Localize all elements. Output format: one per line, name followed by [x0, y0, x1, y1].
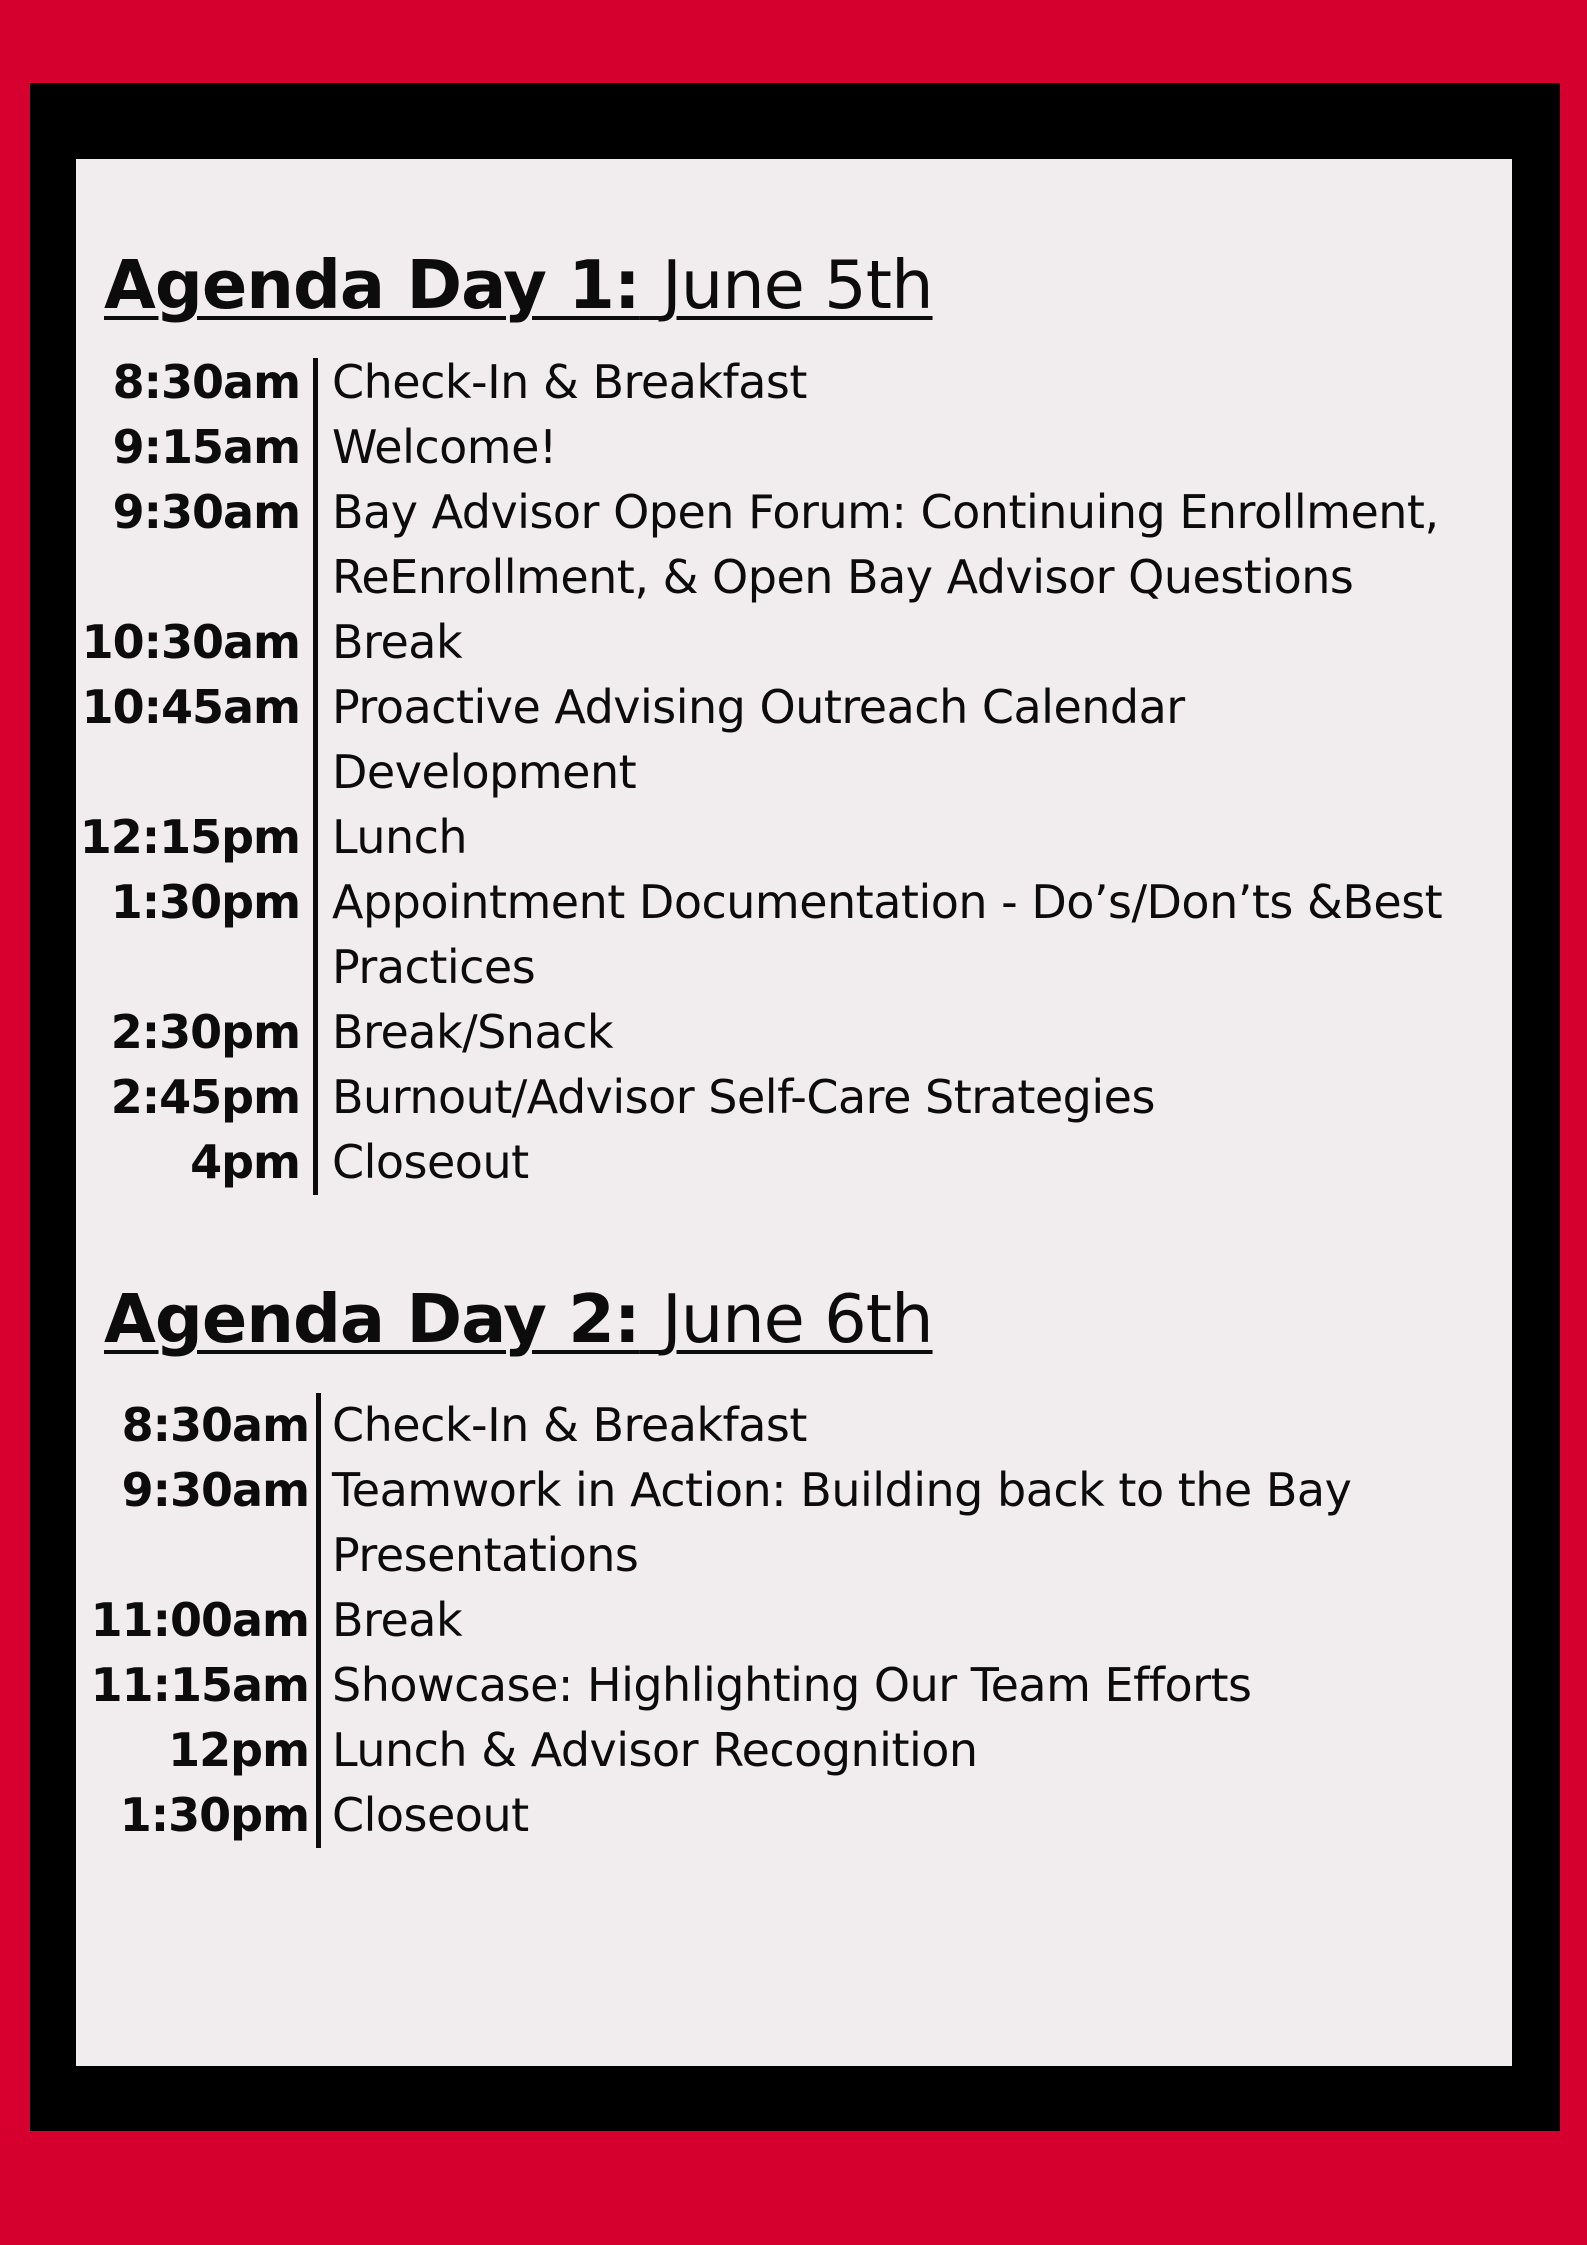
day1-heading-date: June 5th	[661, 246, 933, 324]
agenda-description-line: Break	[332, 615, 463, 669]
agenda-time: 9:30am	[112, 485, 300, 539]
agenda-description-line: ReEnrollment, & Open Bay Advisor Questions	[332, 550, 1354, 604]
agenda-description	[332, 1653, 1522, 1718]
agenda-row	[0, 1458, 1587, 1588]
timeline-divider	[313, 610, 318, 675]
agenda-row	[0, 1588, 1587, 1653]
agenda-description	[332, 1393, 1522, 1458]
agenda-time: 4pm	[190, 1135, 300, 1189]
timeline-divider	[313, 1065, 318, 1130]
timeline-divider	[313, 1000, 318, 1065]
agenda-description	[332, 415, 1522, 480]
agenda-row	[0, 1065, 1587, 1130]
agenda-row	[0, 1718, 1587, 1783]
agenda-time: 12pm	[168, 1723, 309, 1777]
agenda-time: 2:30pm	[110, 1005, 300, 1059]
agenda-description	[332, 1130, 1522, 1195]
timeline-divider	[316, 1588, 321, 1653]
timeline-divider	[313, 1130, 318, 1195]
agenda-row	[0, 415, 1587, 480]
timeline-divider	[313, 675, 318, 805]
agenda-time: 1:30pm	[119, 1788, 309, 1842]
timeline-divider	[316, 1458, 321, 1588]
timeline-divider	[313, 480, 318, 610]
agenda-description	[332, 1065, 1522, 1130]
agenda-time: 11:15am	[90, 1658, 309, 1712]
day1-schedule	[0, 350, 1587, 1195]
agenda-row	[0, 805, 1587, 870]
timeline-divider	[316, 1718, 321, 1783]
agenda-description	[332, 870, 1522, 1000]
agenda-row	[0, 1393, 1587, 1458]
agenda-description-line: Check-In & Breakfast	[332, 355, 807, 409]
agenda-description	[332, 675, 1522, 805]
agenda-time: 2:45pm	[110, 1070, 300, 1124]
agenda-time: 8:30am	[121, 1398, 309, 1452]
agenda-row	[0, 1783, 1587, 1848]
day2-schedule	[0, 1393, 1587, 1848]
agenda-row	[0, 350, 1587, 415]
timeline-divider	[313, 870, 318, 1000]
timeline-divider	[313, 805, 318, 870]
agenda-time: 10:30am	[81, 615, 300, 669]
agenda-row	[0, 610, 1587, 675]
agenda-description	[332, 480, 1522, 610]
agenda-description-line: Development	[332, 745, 637, 799]
agenda-time: 1:30pm	[110, 875, 300, 929]
timeline-divider	[313, 415, 318, 480]
agenda-description	[332, 1718, 1522, 1783]
agenda-row	[0, 1653, 1587, 1718]
timeline-divider	[316, 1783, 321, 1848]
agenda-row	[0, 870, 1587, 1000]
agenda-description-line: Break	[332, 1593, 463, 1647]
agenda-description-line: Lunch	[332, 810, 468, 864]
agenda-description-line: Lunch & Advisor Recognition	[332, 1723, 978, 1777]
agenda-description-line: Presentations	[332, 1528, 639, 1582]
agenda-time: 12:15pm	[79, 810, 300, 864]
agenda-description	[332, 1000, 1522, 1065]
agenda-description	[332, 610, 1522, 675]
agenda-row	[0, 1000, 1587, 1065]
agenda-description-line: Welcome!	[332, 420, 557, 474]
agenda-description-line: Closeout	[332, 1788, 529, 1842]
agenda-row	[0, 480, 1587, 610]
agenda-description-line: Bay Advisor Open Forum: Continuing Enrollment,	[332, 485, 1439, 539]
agenda-description-line: Showcase: Highlighting Our Team Efforts	[332, 1658, 1252, 1712]
agenda-description-line: Practices	[332, 940, 536, 994]
agenda-description-line: Teamwork in Action: Building back to the Bay	[332, 1463, 1352, 1517]
day1-heading	[104, 246, 933, 324]
agenda-description	[332, 805, 1522, 870]
day2-heading-label: Agenda Day 2:	[104, 1280, 640, 1358]
timeline-divider	[316, 1653, 321, 1718]
agenda-description-line: Burnout/Advisor Self-Care Strategies	[332, 1070, 1155, 1124]
agenda-description-line: Proactive Advising Outreach Calendar	[332, 680, 1185, 734]
agenda-time: 9:15am	[112, 420, 300, 474]
agenda-description-line: Appointment Documentation - Do’s/Don’ts &Best	[332, 875, 1443, 929]
timeline-divider	[316, 1393, 321, 1458]
agenda-description	[332, 1458, 1522, 1588]
agenda-description	[332, 350, 1522, 415]
agenda-row	[0, 675, 1587, 805]
agenda-description-line: Closeout	[332, 1135, 529, 1189]
agenda-time: 11:00am	[90, 1593, 309, 1647]
agenda-time: 9:30am	[121, 1463, 309, 1517]
agenda-time: 10:45am	[81, 680, 300, 734]
agenda-description	[332, 1588, 1522, 1653]
agenda-description-line: Break/Snack	[332, 1005, 614, 1059]
timeline-divider	[313, 358, 318, 415]
agenda-row	[0, 1130, 1587, 1195]
day1-heading-label: Agenda Day 1:	[104, 246, 640, 324]
day2-heading	[104, 1280, 933, 1358]
agenda-time: 8:30am	[112, 355, 300, 409]
day2-heading-date: June 6th	[661, 1280, 933, 1358]
agenda-description	[332, 1783, 1522, 1848]
agenda-description-line: Check-In & Breakfast	[332, 1398, 807, 1452]
